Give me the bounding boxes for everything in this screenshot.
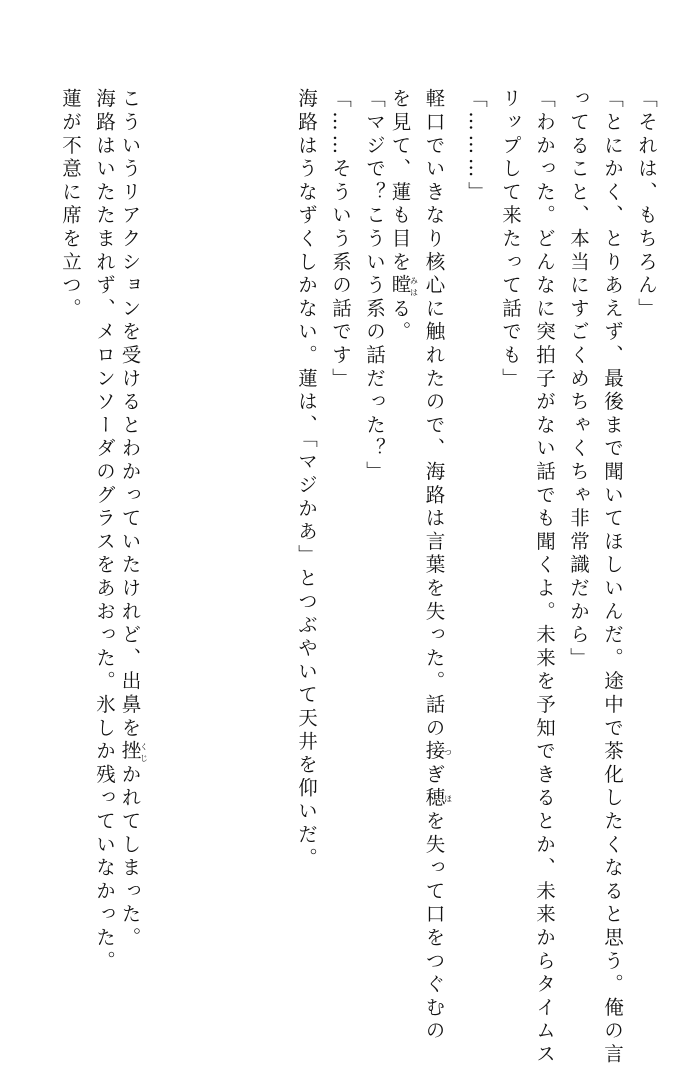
text-line-9: 「マジで？こういう系の話だった？」 <box>363 88 386 485</box>
text-line-6: 「………」 <box>465 88 488 205</box>
text-line-12: こういうリアクションを受けるとわかっていたけれど、出鼻を挫くじかれてしまった。 <box>118 88 149 951</box>
furigana: 瞠みは <box>388 274 419 298</box>
furigana: 接つ <box>422 740 453 764</box>
text-line-14: 蓮が不意に席を立つ。 <box>59 88 82 321</box>
text-line-13: 海路はいたたまれず、メロンソーダのグラスをあおった。氷しか残っていなかった。 <box>93 88 116 974</box>
text-line-4: 「わかった。どんなに突拍子がない話でも聞くよ。未来を予知できるとか、未来からタイムス <box>533 88 556 1067</box>
text-line-10: 「……そういう系の話です」 <box>329 88 352 391</box>
text-line-3: ってること、本当にすごくめちゃくちゃ非常識だから」 <box>567 88 590 671</box>
text-line-11: 海路はうなずくしかない。蓮は、「マジかあ」とつぶやいて天井を仰いだ。 <box>295 88 318 871</box>
furigana: 穂ほ <box>422 787 453 811</box>
furigana: 挫くじ <box>118 740 149 764</box>
text-line-5: リップして来たって話でも」 <box>499 88 522 391</box>
text-line-2: 「とにかく、とりあえず、最後まで聞いてほしいんだ。途中で茶化したくなると思う。俺の言 <box>601 88 624 1067</box>
text-line-8: を見て、蓮も目を瞠みはる。 <box>388 88 419 345</box>
text-line-7: 軽口でいきなり核心に触れたので、海路は言葉を失った。話の接つぎ穂ほを失って口をつぐむの <box>422 88 453 1044</box>
text-line-1: 「それは、もちろん」 <box>635 88 658 321</box>
